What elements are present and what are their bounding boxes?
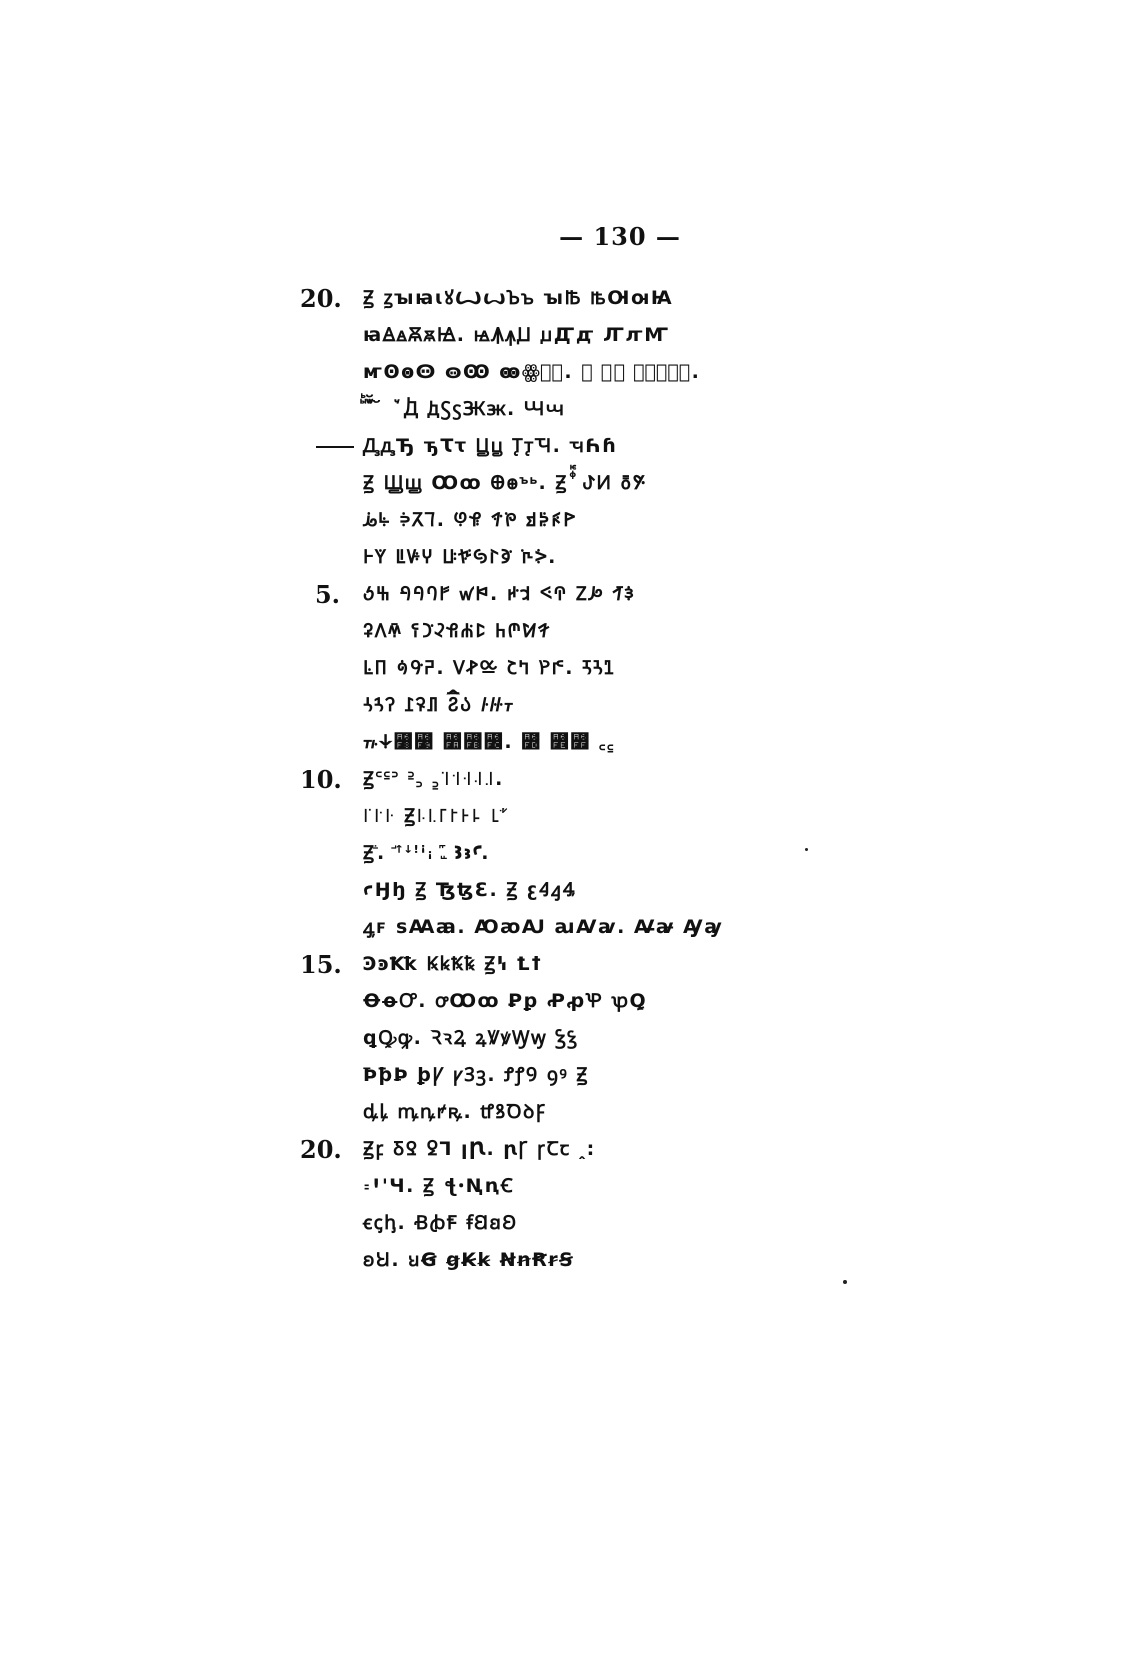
text-line	[300, 909, 920, 946]
text-line	[300, 280, 920, 317]
text-line	[300, 1094, 920, 1131]
line-number: 20.	[300, 284, 342, 313]
text-line	[300, 1168, 920, 1205]
text-block	[300, 280, 920, 1279]
line-text: ꞓꞔꞕ. ꞖꞗꞘ ꞙꞚꞛꞜ	[363, 1212, 518, 1234]
line-text: ꛩꛪꛫ ꛬꛭꛮ ꛯ꛰꛱꛲ ꛳꛴꛵	[363, 694, 516, 716]
text-line	[300, 428, 920, 465]
line-text: ꝗꝘꝙ. ꝚꝛꝜ ꝝꝞꝟꝠꝡ Ꝣꝣ	[363, 1027, 579, 1049]
text-line	[300, 724, 920, 761]
text-line	[300, 613, 920, 650]
line-text: ꞝꞞ. ꞟꞠ ꞡꞢꞣ ꞤꞥꞦꞧꞨ	[363, 1249, 575, 1271]
line-text: ꙧꙨꙩꙪ ꙫꙬ ꙭꙮ꙰꙱. Ꙃ ꙲꙳ ꙴꙵꙶꙷꙸ.	[363, 361, 701, 383]
text-line	[300, 872, 920, 909]
line-text: ꜯꜰ ꜱꜲꜳ. ꜴꜵꜶ ꜷꜸꜹ. Ꜻꜻ Ꜽꜽ	[363, 916, 724, 938]
text-line	[300, 798, 920, 835]
text-line	[300, 576, 920, 613]
line-text: ꝤꝥꝦ ꝧꝨ ꝩꝪꝫ. ꝬꝭꝮ ꝯꝰ Ꙃ	[363, 1064, 589, 1086]
text-line	[300, 687, 920, 724]
line-text: Ꙃ Ꚗꚗ Ꚙꚙ Ꚛꚛꚜꚝ. Ꙃ ꚞꚟ ꚠꚡ ꚢꚣ	[363, 472, 647, 494]
scan-speck	[805, 848, 808, 851]
text-line	[300, 465, 920, 502]
line-text: ꛶꛷꛸꛹ ꛺꛻꛼. ꛽ ꛾꛿ ꜀꜁	[363, 731, 616, 753]
text-line	[300, 650, 920, 687]
line-text: ꜥꜦꜧ Ꙃ ꜨꜩꜪ. Ꙃ ꜫꜬꜭꜮ	[363, 879, 576, 901]
page-number: — 130 —	[559, 222, 681, 251]
line-number: 10.	[300, 765, 342, 794]
text-line	[300, 539, 920, 576]
line-text: ꚤꚥ ꚦꚧꚨ. ꚩꚪ ꚫꚬ ꚭꚮꚯꚰ	[363, 509, 577, 531]
line-number: 15.	[300, 950, 342, 979]
margin-dash	[316, 446, 354, 448]
text-line	[300, 983, 920, 1020]
text-line	[300, 1131, 920, 1168]
text-line	[300, 946, 920, 983]
text-line	[300, 1205, 920, 1242]
line-text: ꞊ꞋꞌꞍ. Ꙃ ꞎꞏꞐꞑꞒ	[363, 1175, 515, 1197]
line-text: ꚈꚉꚊ ꚋꚌꚍ Ꚏꚏ ꚐꚑꚒ. ꚓꚔꚕ	[363, 435, 618, 457]
text-line	[300, 761, 920, 798]
line-text: Ꙃꜙ. ꜚꜛꜜꜝꜞꜟ ꜠꜡ ꜢꜣꜤ.	[363, 842, 491, 864]
text-line	[300, 1242, 920, 1279]
text-line	[300, 391, 920, 428]
line-text: ꜍꜎꜏ Ꙃ꜐꜑꜒꜓꜔꜕ ꜖ꜗꜘ	[363, 805, 505, 827]
line-text: Ꙃ ꙁꙑꙗꙇꙋꙌꙍꙎꙏ ꙑꙒ ꙓꙔꙕꙖ	[363, 287, 674, 309]
line-text: ꙗꙘꙙꙚꙛꙜ. ꙝꙞꙟꙠ ꙡꙢꙣ ꙤꙥꙦ	[363, 324, 670, 346]
line-text: ꛍꛎꛏ ꛐꛑꛒꛓꛔꛕ ꛖꛗꛘꛙ	[363, 620, 551, 642]
line-text: ꙹꙺ ꙻ꙼꙽꙾ ꙿꚀ ꚁꚂꚃꚄꚅ. Ꚇꚇ	[363, 398, 566, 420]
text-line	[300, 1020, 920, 1057]
line-number: 20.	[300, 1135, 342, 1164]
line-text: ꚱꚲ ꚳꚴꚵ ꚶꚷꚸꚹꚺ ꚻꚼ.	[363, 546, 557, 568]
line-text: ꜾꜿꝀꝁ ꝂꝃꝄꝅ Ꙃꝇ Ꝉꝉ	[363, 953, 543, 975]
line-text: ꛚꛛ ꛜꛝꛞ. ꛟꛠꛡ ꛢꛣ ꛤꛥ. ꛦꛧꛨ	[363, 657, 615, 679]
line-number: 5.	[314, 580, 340, 609]
text-line	[300, 354, 920, 391]
text-line	[300, 835, 920, 872]
line-text: Ꙃ꜂꜃꜄ ꜅꜆ ꜇꜈꜉꜊꜋꜌.	[363, 768, 504, 790]
text-line	[300, 1057, 920, 1094]
line-text: ꝱꝲ ꝳꝴꝵꝶ. ꝷꝸꝹꝺꝻ	[363, 1101, 547, 1123]
line-text: ꚽꚾ ꚿꛀꛁꛂ ꛃꛄ. ꛅꛆ ꛇꛈ ꛉꛊ ꛋꛌ	[363, 583, 635, 605]
text-line	[300, 502, 920, 539]
text-line	[300, 317, 920, 354]
line-text: Ꙃꝼ ꝽꝾ ꝿꞀ ꞁꞂ. ꞃꞄ ꞅꞆꞇ ꞈ꞉	[363, 1138, 596, 1160]
scan-speck	[843, 1280, 847, 1284]
line-text: ꝊꝋꝌ. ꝍꝎꝏ Ꝑꝑ ꝒꝓꝔ ꝕꝖ	[363, 990, 648, 1012]
